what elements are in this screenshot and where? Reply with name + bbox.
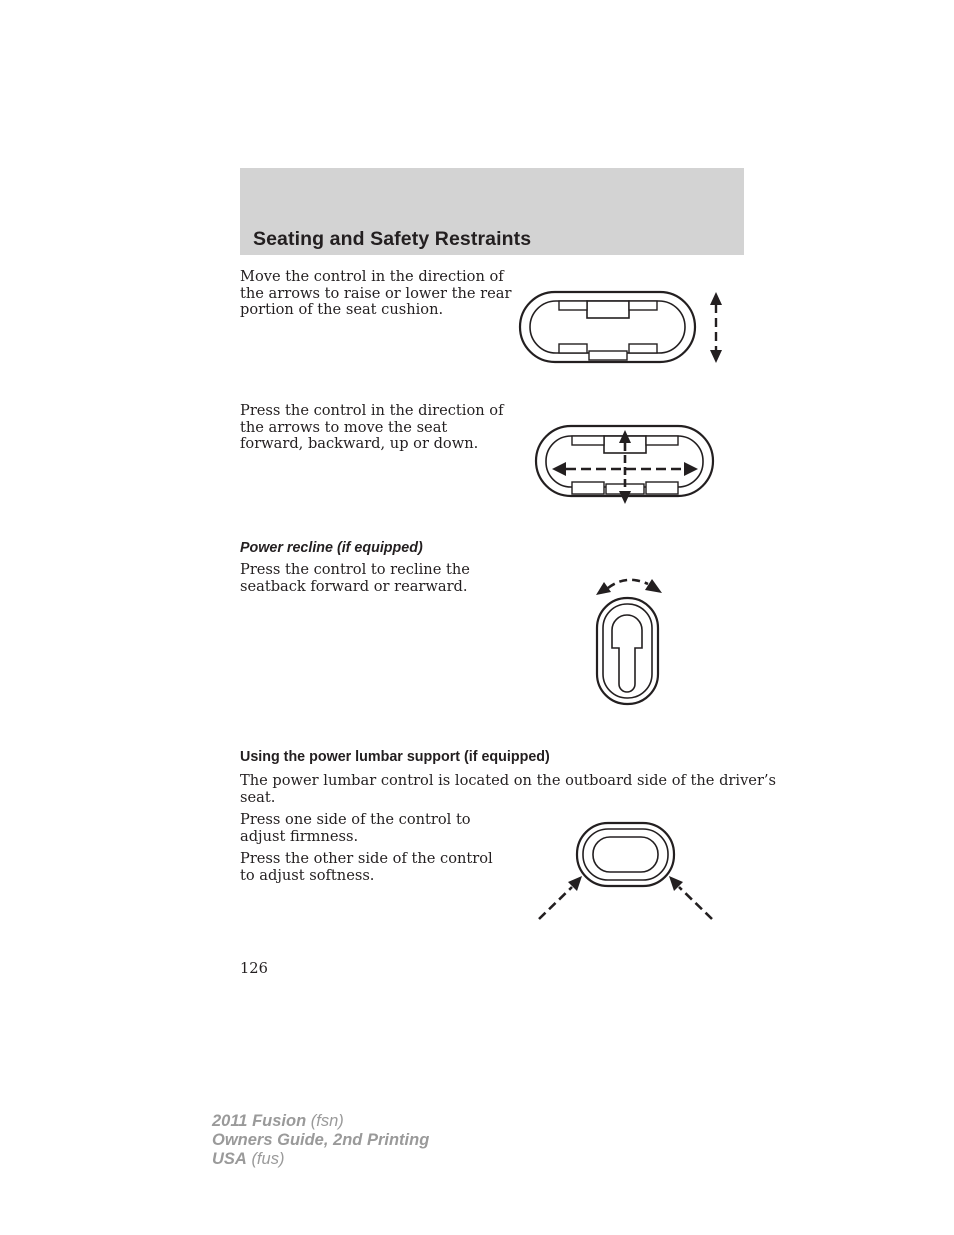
text-line: Press one side of the control to [240,811,471,828]
power-recline-control-figure [590,574,670,708]
section-header-band [240,168,744,255]
text-line: The power lumbar control is located on the outboard side of the driver’s [240,772,777,789]
section-title: Seating and Safety Restraints [253,228,532,250]
footer-region-code: (fus) [251,1150,285,1168]
text-line: to adjust softness. [240,866,375,884]
up-down-arrow-icon [710,292,722,363]
lumbar-firmness-text [240,812,471,845]
lumbar-intro-text [240,773,776,806]
power-recline-heading: Power recline (if equipped) [240,540,423,556]
curved-arrow-icon [596,579,662,595]
lumbar-heading: Using the power lumbar support (if equipped) [240,749,550,765]
rear-cushion-text [240,269,511,319]
document-footer [212,1112,429,1169]
lumbar-control-figure [530,818,725,926]
text-line: Press the control in the direction of [240,402,504,419]
right-press-arrow-icon [669,876,712,919]
seat-move-control-figure [530,422,720,507]
rear-cushion-control-figure [515,288,730,368]
text-line: forward, backward, up or down. [240,435,479,453]
text-line: seatback forward or rearward. [240,577,468,595]
text-line: Move the control in the direction of [240,268,504,285]
text-line: seat. [240,788,276,806]
text-line: portion of the seat cushion. [240,301,444,319]
left-press-arrow-icon [539,876,582,919]
footer-region: USA [212,1150,247,1168]
lumbar-softness-text [240,851,493,884]
footer-model: 2011 Fusion [212,1112,307,1130]
text-line: adjust firmness. [240,827,359,845]
text-line: Press the control to recline the [240,561,470,578]
seat-move-text [240,403,503,453]
page-number: 126 [240,960,268,977]
text-line: Press the other side of the control [240,850,493,867]
power-recline-text [240,562,470,595]
text-line: the arrows to raise or lower the rear [240,284,512,302]
text-line: the arrows to move the seat [240,418,448,436]
footer-model-code: (fsn) [310,1112,344,1130]
footer-guide: Owners Guide, 2nd Printing [212,1131,430,1149]
